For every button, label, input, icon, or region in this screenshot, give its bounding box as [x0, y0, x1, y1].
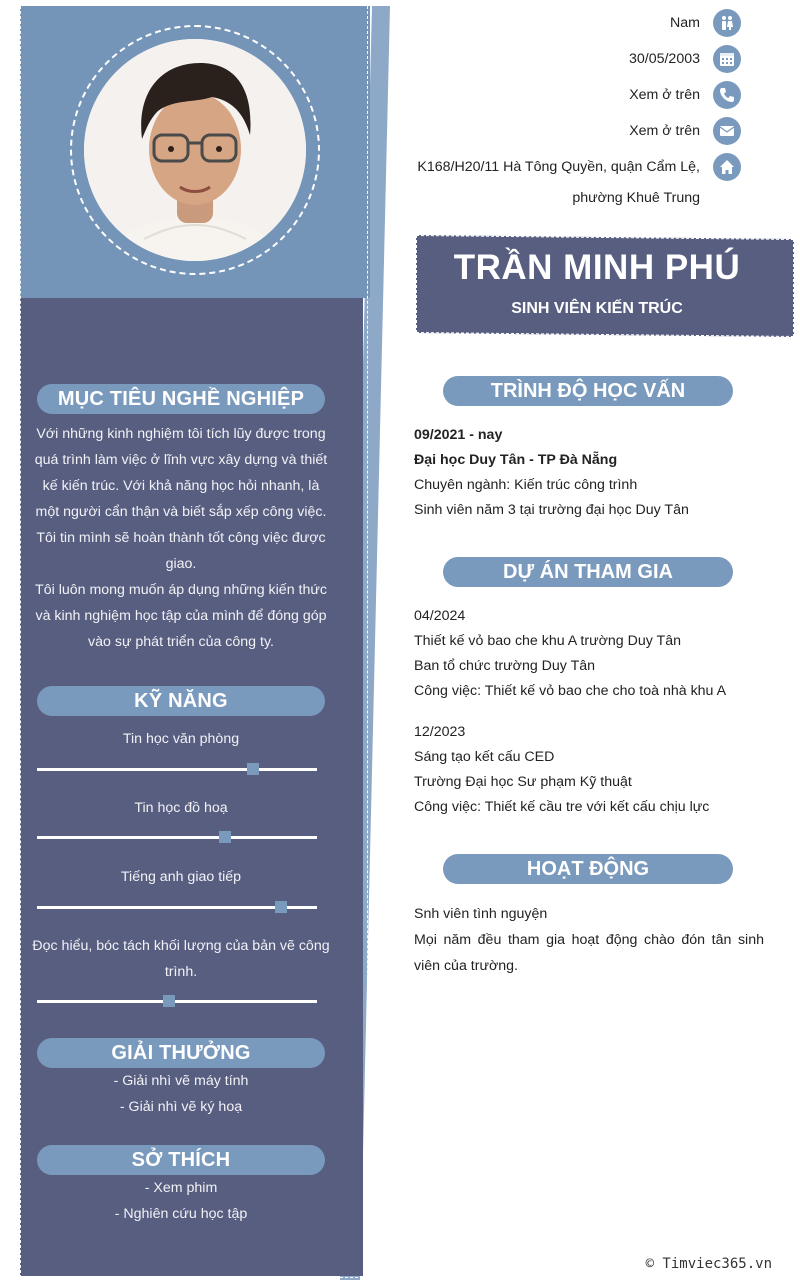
career-goal-line: kế kiến trúc. Với khả năng học hỏi nhanh, là: [42, 478, 320, 494]
skills-heading: KỸ NĂNG: [37, 686, 325, 716]
career-goal-heading: MỤC TIÊU NGHỀ NGHIỆP: [37, 384, 325, 414]
education-major: Chuyên ngành: Kiến trúc công trình: [414, 477, 638, 493]
hobbies-heading: SỞ THÍCH: [37, 1145, 325, 1175]
gender-text: Nam: [670, 15, 700, 31]
career-goal-text: [30, 421, 332, 655]
hobby-item: - Xem phim: [144, 1180, 218, 1196]
awards-list: [30, 1068, 332, 1120]
avatar: [84, 39, 306, 261]
phone-text: Xem ở trên: [629, 87, 700, 103]
career-goal-line: Tôi luôn mong muốn áp dụng những kiến thức: [35, 582, 327, 598]
career-goal-line: Tôi tin mình sẽ hoàn thành tốt công việc được: [36, 530, 326, 546]
education-period: 09/2021 - nay: [414, 427, 503, 443]
project-date: 12/2023: [414, 724, 466, 740]
skill-bar: [37, 836, 317, 839]
project-name: Thiết kế vỏ bao che khu A trường Duy Tân: [414, 633, 681, 649]
address-line: phường Khuê Trung: [572, 190, 700, 206]
skill-bar: [37, 906, 317, 909]
hobby-item: - Nghiên cứu học tập: [114, 1206, 248, 1222]
phone-icon: [713, 81, 741, 109]
project-org: Trường Đại học Sư phạm Kỹ thuật: [414, 774, 632, 790]
career-goal-line: và kinh nghiệm học tập của mình để đóng góp: [35, 608, 327, 624]
awards-heading: GIẢI THƯỞNG: [37, 1038, 325, 1068]
skill-label: Tin học văn phòng: [122, 731, 240, 747]
address-line: K168/H20/11 Hà Tông Quyền, quận Cẩm Lệ,: [417, 159, 700, 175]
project-task: Công việc: Thiết kế cầu tre với kết cấu chịu lực: [414, 799, 710, 815]
career-goal-line: Với những kinh nghiệm tôi tích lũy được trong: [36, 426, 326, 442]
hobbies-list: [30, 1175, 332, 1227]
skill-label-line: Đọc hiểu, bóc tách khối lượng của bản vẽ công: [32, 938, 330, 954]
footer-watermark: © Timviec365.vn: [645, 1256, 772, 1272]
mail-icon: [713, 117, 741, 145]
skill-bar: [37, 768, 317, 771]
activities-heading: HOẠT ĐỘNG: [443, 854, 733, 884]
award-item: - Giải nhì vẽ máy tính: [113, 1073, 249, 1089]
email-text: Xem ở trên: [629, 123, 700, 139]
career-goal-line: vào sự phát triển của công ty.: [88, 634, 274, 650]
activity-title: Snh viên tình nguyện: [414, 906, 548, 922]
career-goal-line: một người cẩn thận và biết sắp xếp công việc.: [35, 504, 327, 520]
skill-label: Tiếng anh giao tiếp: [120, 869, 242, 885]
education-note: Sinh viên năm 3 tại trường đại học Duy Tân: [414, 502, 689, 518]
project-task: Công việc: Thiết kế vỏ bao che cho toà nhà khu A: [414, 683, 727, 699]
project-date: 04/2024: [414, 608, 466, 624]
activity-description: viên của trường.: [414, 958, 518, 974]
skill-knob: [163, 995, 175, 1007]
home-icon: [713, 153, 741, 181]
project-org: Ban tổ chức trường Duy Tân: [414, 658, 596, 674]
skill-knob: [247, 763, 259, 775]
birthdate-text: 30/05/2003: [628, 51, 700, 67]
skill-knob: [219, 831, 231, 843]
project-name: Sáng tạo kết cấu CED: [414, 749, 555, 765]
full-name: TRẦN MINH PHÚ: [453, 248, 741, 287]
address-text: [417, 154, 700, 211]
projects-heading: DỰ ÁN THAM GIA: [443, 557, 733, 587]
career-goal-line: giao.: [165, 556, 197, 572]
education-heading: TRÌNH ĐỘ HỌC VẤN: [443, 376, 733, 406]
job-title: SINH VIÊN KIẾN TRÚC: [511, 300, 683, 317]
skill-label: [30, 933, 332, 985]
skill-label: Tin học đồ hoạ: [134, 800, 228, 816]
education-school: Đại học Duy Tân - TP Đà Nẵng: [414, 452, 618, 468]
gender-icon: [713, 9, 741, 37]
skill-label-line: trình.: [164, 964, 198, 980]
calendar-icon: [713, 45, 741, 73]
skill-bar: [37, 1000, 317, 1003]
career-goal-line: quá trình làm việc ở lĩnh vực xây dựng và thiết: [34, 452, 328, 468]
activity-description: Mọi năm đều tham gia hoạt động chào đón tân sinh: [414, 932, 764, 948]
award-item: - Giải nhì vẽ ký hoạ: [119, 1099, 243, 1115]
skill-knob: [275, 901, 287, 913]
